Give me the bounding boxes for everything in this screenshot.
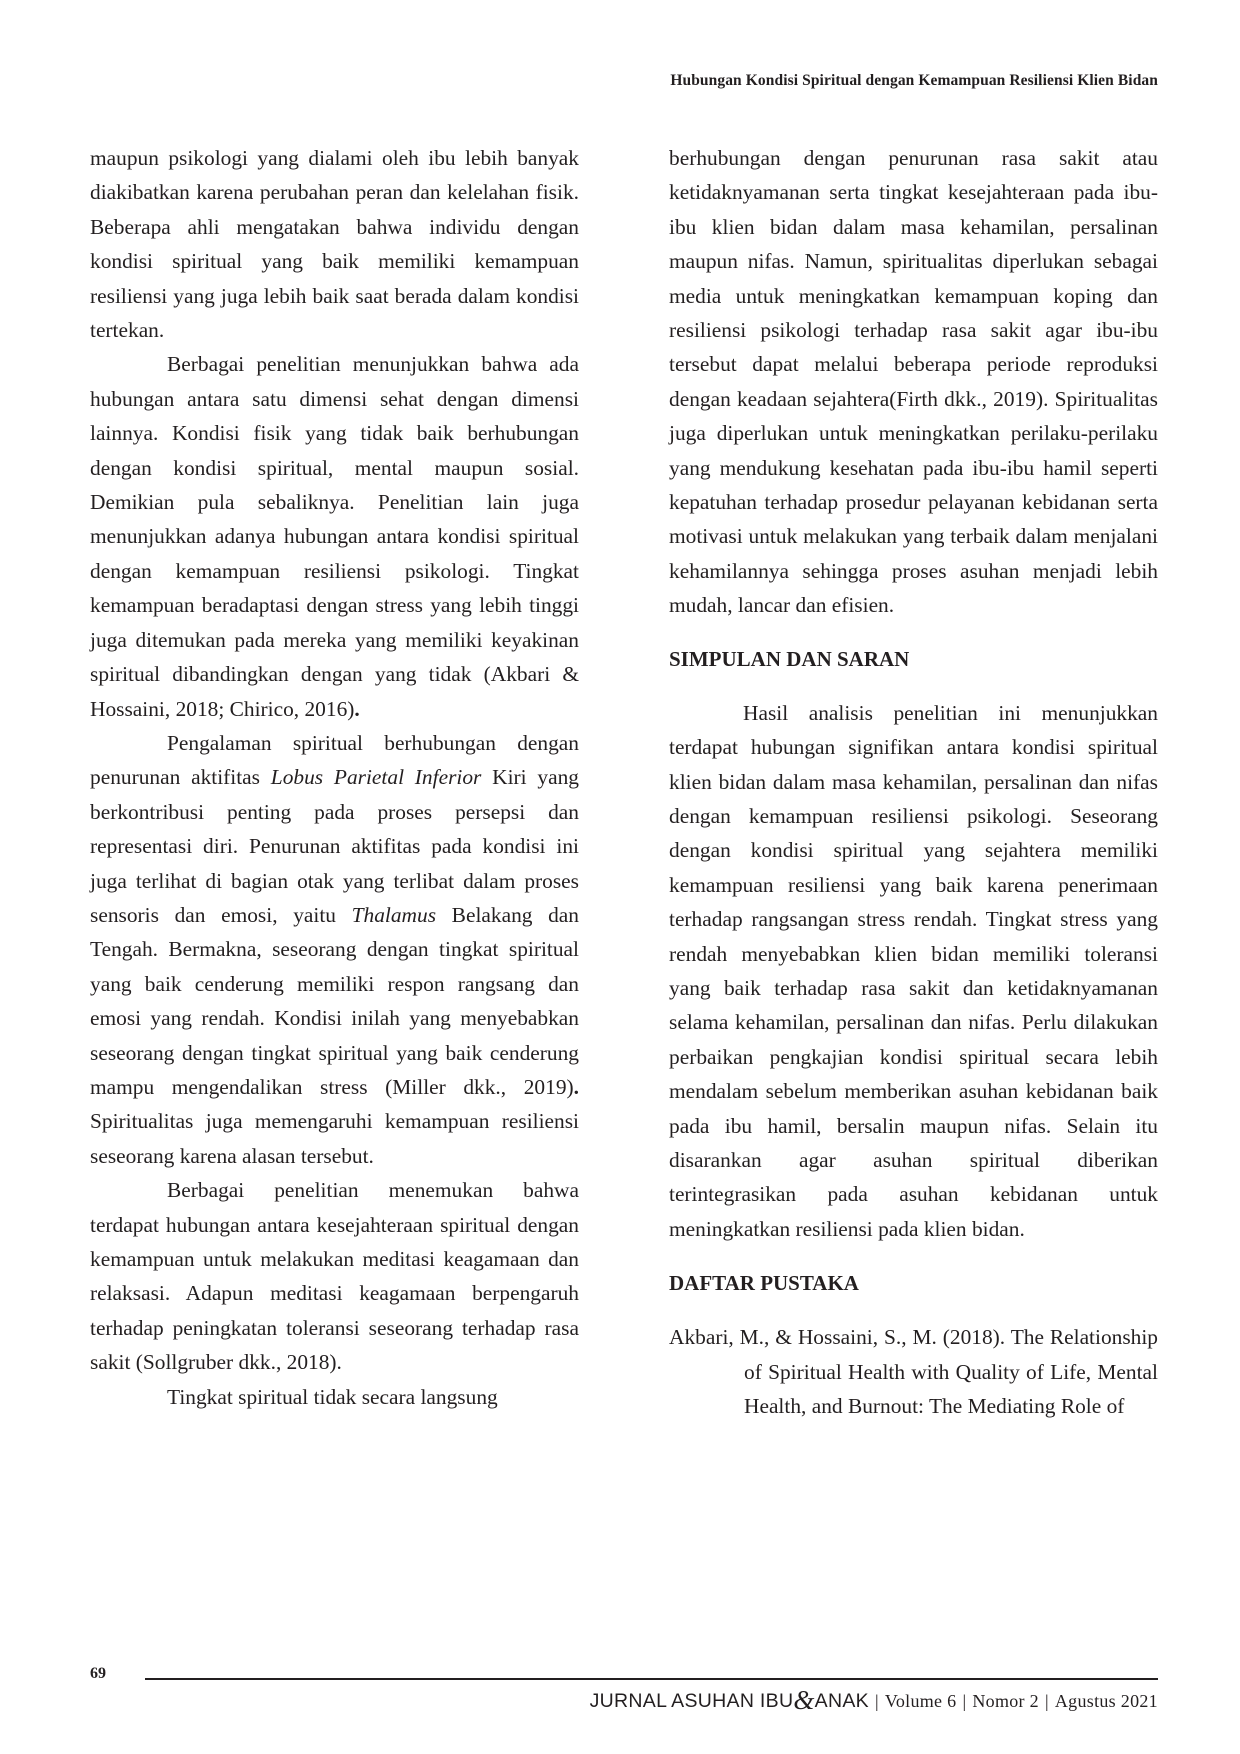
right-column bbox=[669, 141, 1158, 1423]
left-paragraph-2-end: . bbox=[354, 696, 360, 721]
journal-name-part2: ANAK bbox=[814, 1690, 869, 1712]
left-paragraph-2-text: Berbagai penelitian menunjukkan bahwa ada hubungan antara satu dimensi sehat dengan dimensi lainnya. Kondisi fisik yang tidak baik berhubungan dengan kondisi spiritual, mental maupun sosial. Demikian pula sebaliknya. Penelitian lain juga menunjukkan adanya hubungan antara kondisi spiritual dengan kemampuan resiliensi psikologi. Tingkat kemampuan beradaptasi dengan stress yang lebih tinggi juga ditemukan pada mereka yang memiliki keyakinan spiritual dibandingkan dengan yang tidak (Akbari & Hossaini, 2018; Chirico, 2016) bbox=[90, 352, 579, 721]
left-paragraph-3-bold-period: . bbox=[573, 1074, 579, 1099]
spacer bbox=[669, 623, 1158, 642]
right-paragraph-2: Hasil analisis penelitian ini menunjukkan terdapat hubungan signifikan antara kondisi spiritual klien bidan dalam masa kehamilan, persalinan dan nifas dengan kemampuan resiliensi psikologi. Seseorang dengan kondisi spiritual yang sejahtera memiliki kemampuan resiliensi yang baik karena penerimaan terhadap rangsangan stress rendah. Tingkat stress yang rendah menyebabkan klien bidan memiliki toleransi yang baik terhadap rasa sakit dan ketidaknyamanan selama kehamilan, persalinan dan nifas. Perlu dilakukan perbaikan pengkajian kondisi spiritual secara lebih mendalam sebelum memberikan asuhan kebidanan baik pada ibu hamil, bersalin maupun nifas. Selain itu disarankan agar asuhan spiritual diberikan terintegrasikan pada asuhan kebidanan untuk meningkatkan resiliensi pada klien bidan. bbox=[669, 700, 1158, 1241]
footer-separator: | bbox=[1044, 1691, 1049, 1711]
left-paragraph-3-text-a: Pengalaman spiritual berhubungan dengan penurunan aktifitas bbox=[90, 730, 579, 790]
journal-name-part1: JURNAL ASUHAN IBU bbox=[589, 1690, 794, 1712]
spacer bbox=[669, 676, 1158, 696]
reference-entry: Akbari, M., & Hossaini, S., M. (2018). The Relationship of Spiritual Health with Quality of Life, Mental Health, and Burnout: The Mediating Role of bbox=[669, 1325, 1158, 1418]
journal-volume: Volume 6 bbox=[884, 1691, 957, 1711]
left-paragraph-3-text-e: Belakang dan Tengah. Bermakna, seseorang dengan tingkat spiritual yang baik cenderung memiliki respon rangsang dan emosi yang rendah. Kondisi inilah yang menyebabkan seseorang dengan tingkat spiritual yang baik cenderung mampu mengendalikan stress (Miller dkk., 2019) bbox=[90, 902, 579, 1099]
running-head-title: Hubungan Kondisi Spiritual dengan Kemampuan Resiliensi Klien Bidan bbox=[670, 72, 1158, 89]
footer-rule bbox=[145, 1678, 1158, 1680]
spacer bbox=[669, 1246, 1158, 1266]
left-paragraph-4: Berbagai penelitian menemukan bahwa terdapat hubungan antara kesejahteraan spiritual dengan kemampuan untuk melakukan meditasi keagamaan dan relaksasi. Adapun meditasi keagamaan berpengaruh terhadap peningkatan toleransi seseorang terhadap rasa sakit (Sollgruber dkk., 2018). bbox=[90, 1178, 579, 1375]
heading-daftar-pustaka: DAFTAR PUSTAKA bbox=[669, 1271, 859, 1296]
left-paragraph-1: maupun psikologi yang dialami oleh ibu lebih banyak diakibatkan karena perubahan peran dan kelelahan fisik. Beberapa ahli mengatakan bahwa individu dengan kondisi spiritual yang baik memiliki kemampuan resiliensi yang juga lebih baik saat berada dalam kondisi tertekan. bbox=[90, 146, 579, 343]
page-number: 69 bbox=[90, 1665, 106, 1682]
journal-number: Nomor 2 bbox=[972, 1691, 1039, 1711]
left-paragraph-3-text-c: Kiri yang berkontribusi penting pada proses persepsi dan representasi diri. Penurunan aktifitas pada kondisi ini juga terlihat di bagian otak yang terlibat dalam proses sensoris dan emosi, yaitu bbox=[90, 765, 579, 927]
left-column bbox=[90, 141, 579, 1414]
spacer bbox=[669, 1300, 1158, 1320]
right-paragraph-1: berhubungan dengan penurunan rasa sakit atau ketidaknyamanan serta tingkat kesejahteraan pada ibu-ibu klien bidan dalam masa kehamilan, persalinan maupun nifas. Namun, spiritualitas diperlukan sebagai media untuk meningkatkan kemampuan koping dan resiliensi psikologi terhadap rasa sakit agar ibu-ibu tersebut dapat melalui beberapa periode reproduksi dengan keadaan sejahtera(Firth dkk., 2019). Spiritualitas juga diperlukan untuk meningkatkan perilaku-perilaku yang mendukung kesehatan pada ibu-ibu hamil seperti kepatuhan terhadap prosedur pelayanan kebidanan serta motivasi untuk melakukan yang terbaik dalam menjalani kehamilannya sehingga proses asuhan menjadi lebih mudah, lancar dan efisien. bbox=[669, 146, 1158, 618]
left-paragraph-5: Tingkat spiritual tidak secara langsung bbox=[167, 1384, 498, 1409]
left-paragraph-2 bbox=[90, 347, 579, 725]
left-paragraph-3-text-g: Spiritualitas juga memengaruhi kemampuan resiliensi seseorang karena alasan tersebut. bbox=[90, 1109, 579, 1168]
heading-simpulan-dan-saran: SIMPULAN DAN SARAN bbox=[669, 646, 910, 671]
journal-date: Agustus 2021 bbox=[1054, 1691, 1158, 1711]
footer-separator: | bbox=[874, 1691, 879, 1711]
footer-separator: | bbox=[962, 1691, 967, 1711]
thalamus-term: Thalamus bbox=[351, 902, 437, 927]
footer-journal-info bbox=[589, 1685, 1158, 1715]
left-paragraph-3 bbox=[90, 726, 579, 1173]
journal-ampersand: & bbox=[793, 1685, 815, 1715]
lobus-parietal-term: Lobus Parietal Inferior bbox=[270, 765, 482, 790]
